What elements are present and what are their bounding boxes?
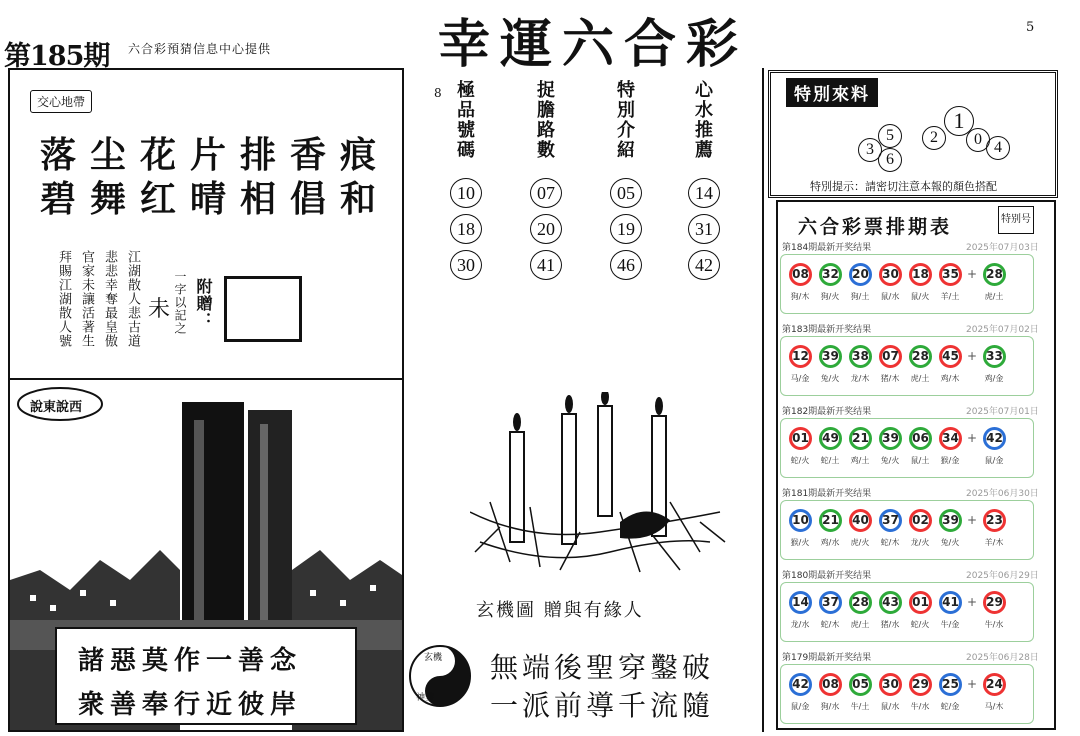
- zodiac-label: 鸡/水: [820, 538, 840, 547]
- note-text: 一字以記之: [173, 270, 187, 335]
- lottery-ball: 39: [879, 427, 902, 450]
- special-ball: 3: [858, 138, 882, 162]
- zodiac-label: 蛇/木: [820, 620, 840, 629]
- zodiac-label: 狗/水: [820, 702, 840, 711]
- zodiac-label: 牛/土: [850, 702, 870, 711]
- column-heading: 捉膽路數: [534, 80, 555, 160]
- zodiac-label: 猪/木: [880, 374, 900, 383]
- pick-number: 05: [610, 178, 642, 208]
- special-ball: 6: [878, 148, 902, 172]
- lottery-ball: 25: [939, 673, 962, 696]
- zodiac-label: 虎/土: [910, 374, 930, 383]
- issue-number: 第185期: [4, 41, 110, 72]
- gift-box: [224, 276, 302, 342]
- schedule-title: 六合彩票排期表: [798, 216, 953, 238]
- zodiac-label: 猴/金: [940, 456, 960, 465]
- result-date: 2025年06月30日: [966, 489, 1039, 499]
- lottery-ball: 45: [939, 345, 962, 368]
- lottery-ball: 06: [909, 427, 932, 450]
- zodiac-label: 龙/水: [790, 620, 810, 629]
- result-heading: 第179期最新开奖结果: [782, 653, 872, 663]
- zodiac-label: 狗/火: [820, 292, 840, 301]
- zodiac-label: 鸡/金: [984, 374, 1004, 383]
- verse-column: 拜賜江湖散人號: [56, 250, 71, 348]
- result-date: 2025年06月28日: [966, 653, 1039, 663]
- provider-line: 六合彩預猜信息中心提供: [128, 42, 272, 56]
- result-card: [780, 500, 1034, 560]
- zodiac-label: 鼠/土: [910, 456, 930, 465]
- lottery-ball: 30: [879, 263, 902, 286]
- zodiac-label: 虎/土: [984, 292, 1004, 301]
- lottery-ball: 42: [983, 427, 1006, 450]
- special-tip: 特別提示：請密切注意本報的顏色搭配: [810, 180, 997, 193]
- lottery-ball: 02: [909, 509, 932, 532]
- verse-column: 悲悲幸奪最皇傲: [102, 250, 117, 348]
- lottery-ball: 39: [939, 509, 962, 532]
- zodiac-label: 羊/土: [940, 292, 960, 301]
- plus-sign: +: [967, 677, 978, 691]
- pick-number: 14: [688, 178, 720, 208]
- lottery-ball: 08: [819, 673, 842, 696]
- plus-sign: +: [967, 349, 978, 363]
- lottery-ball: 28: [983, 263, 1006, 286]
- lead-mark: 8: [434, 86, 442, 100]
- verse-columns: [56, 250, 140, 348]
- poem-line-2: 碧舞红晴相倡和: [40, 178, 391, 220]
- zodiac-label: 虎/火: [850, 538, 870, 547]
- zodiac-label: 马/木: [984, 702, 1004, 711]
- special-ball: 2: [922, 126, 946, 150]
- column-heading: 極品號碼: [454, 80, 475, 160]
- zodiac-label: 鸡/土: [850, 456, 870, 465]
- zodiac-label: 兔/火: [940, 538, 960, 547]
- logo-bottom-text: 神鑒: [416, 693, 435, 703]
- zodiac-label: 狗/土: [850, 292, 870, 301]
- lottery-ball: 42: [789, 673, 812, 696]
- heart-zone-tag: 交心地帶: [30, 90, 92, 113]
- lottery-ball: 10: [789, 509, 812, 532]
- special-title: 特別來料: [786, 78, 878, 107]
- main-title: 幸運六合彩: [438, 14, 749, 75]
- zodiac-label: 蛇/火: [910, 620, 930, 629]
- result-card: [780, 336, 1034, 396]
- lottery-ball: 28: [909, 345, 932, 368]
- zodiac-label: 蛇/金: [940, 702, 960, 711]
- lottery-ball: 24: [983, 673, 1006, 696]
- lottery-ball: 49: [819, 427, 842, 450]
- lottery-ball: 14: [789, 591, 812, 614]
- lottery-ball: 43: [879, 591, 902, 614]
- pick-number: 46: [610, 250, 642, 280]
- lottery-ball: 01: [909, 591, 932, 614]
- logo-top-text: 玄機: [424, 653, 443, 663]
- special-ball: 0: [966, 128, 990, 152]
- lottery-ball: 34: [939, 427, 962, 450]
- verse-column: 江湖散人悲古道: [125, 250, 140, 348]
- plus-sign: +: [967, 267, 978, 281]
- pick-number: 19: [610, 214, 642, 244]
- riddle-caption: 玄機圖 贈與有緣人: [476, 600, 644, 621]
- zodiac-label: 虎/土: [850, 620, 870, 629]
- lottery-ball: 23: [983, 509, 1006, 532]
- lottery-ball: 07: [879, 345, 902, 368]
- column-heading: 心水推薦: [692, 80, 713, 160]
- zodiac-label: 鼠/水: [880, 702, 900, 711]
- zodiac-label: 蛇/木: [880, 538, 900, 547]
- verse-line-1: 無端後聖穿鑿破: [490, 651, 715, 684]
- pick-number: 41: [530, 250, 562, 280]
- result-heading: 第182期最新开奖结果: [782, 407, 872, 417]
- zodiac-label: 牛/水: [984, 620, 1004, 629]
- verse-line-2: 一派前導千流隨: [490, 689, 715, 722]
- special-ball: 4: [986, 136, 1010, 160]
- pick-number: 07: [530, 178, 562, 208]
- result-date: 2025年07月02日: [966, 325, 1039, 335]
- zodiac-label: 鼠/水: [880, 292, 900, 301]
- pick-number: 30: [450, 250, 482, 280]
- city-photo: [10, 380, 402, 730]
- slogan-line-2: 衆善奉行近彼岸: [78, 690, 303, 720]
- special-ball: 1: [944, 106, 974, 136]
- gift-char: 未: [148, 297, 171, 322]
- candles-illustration: [470, 392, 730, 582]
- slogan-line-1: 諸惡莫作一善念: [78, 646, 303, 676]
- lottery-ball: 21: [819, 509, 842, 532]
- result-date: 2025年07月03日: [966, 243, 1039, 253]
- poem-line-1: 落尘花片排香痕: [40, 134, 391, 176]
- lottery-ball: 41: [939, 591, 962, 614]
- lottery-ball: 38: [849, 345, 872, 368]
- result-heading: 第180期最新开奖结果: [782, 571, 872, 581]
- zodiac-label: 蛇/土: [820, 456, 840, 465]
- pick-number: 31: [688, 214, 720, 244]
- lottery-ball: 35: [939, 263, 962, 286]
- zodiac-label: 猴/火: [790, 538, 810, 547]
- lottery-ball: 33: [983, 345, 1006, 368]
- result-heading: 第181期最新开奖结果: [782, 489, 872, 499]
- pick-number: 10: [450, 178, 482, 208]
- zodiac-label: 鸡/木: [940, 374, 960, 383]
- zodiac-label: 兔/火: [880, 456, 900, 465]
- zodiac-label: 猪/水: [880, 620, 900, 629]
- pick-number: 20: [530, 214, 562, 244]
- talk-tag: 說東說西: [30, 400, 83, 415]
- zodiac-label: 龙/火: [910, 538, 930, 547]
- pick-number: 42: [688, 250, 720, 280]
- zodiac-label: 龙/木: [850, 374, 870, 383]
- pick-number: 18: [450, 214, 482, 244]
- lottery-ball: 37: [879, 509, 902, 532]
- result-card: [780, 582, 1034, 642]
- lottery-ball: 37: [819, 591, 842, 614]
- result-date: 2025年07月01日: [966, 407, 1039, 417]
- zodiac-label: 鼠/金: [790, 702, 810, 711]
- lottery-ball: 18: [909, 263, 932, 286]
- special-ball: 5: [878, 124, 902, 148]
- zodiac-label: 狗/木: [790, 292, 810, 301]
- lottery-ball: 21: [849, 427, 872, 450]
- plus-sign: +: [967, 513, 978, 527]
- lottery-ball: 30: [879, 673, 902, 696]
- result-card: [780, 418, 1034, 478]
- special-number-badge: 特别号: [998, 206, 1034, 234]
- result-heading: 第184期最新开奖结果: [782, 243, 872, 253]
- lottery-ball: 29: [983, 591, 1006, 614]
- lottery-ball: 01: [789, 427, 812, 450]
- lottery-ball: 40: [849, 509, 872, 532]
- lottery-ball: 28: [849, 591, 872, 614]
- zodiac-label: 羊/木: [984, 538, 1004, 547]
- plus-sign: +: [967, 431, 978, 445]
- lottery-ball: 29: [909, 673, 932, 696]
- zodiac-label: 鼠/金: [984, 456, 1004, 465]
- lottery-ball: 32: [819, 263, 842, 286]
- lottery-ball: 39: [819, 345, 842, 368]
- zodiac-label: 鼠/火: [910, 292, 930, 301]
- zodiac-label: 牛/金: [940, 620, 960, 629]
- plus-sign: +: [967, 595, 978, 609]
- lottery-ball: 08: [789, 263, 812, 286]
- result-card: [780, 254, 1034, 314]
- zodiac-label: 蛇/火: [790, 456, 810, 465]
- column-heading: 特別介紹: [614, 80, 635, 160]
- verse-column: 官家未讓活著生: [79, 250, 94, 348]
- lottery-ball: 12: [789, 345, 812, 368]
- lottery-ball: 05: [849, 673, 872, 696]
- gift-label: 附贈：: [194, 278, 213, 329]
- page-number: 5: [1026, 20, 1035, 35]
- lottery-ball: 20: [849, 263, 872, 286]
- zodiac-label: 兔/火: [820, 374, 840, 383]
- result-card: [780, 664, 1034, 724]
- result-heading: 第183期最新开奖结果: [782, 325, 872, 335]
- zodiac-label: 牛/水: [910, 702, 930, 711]
- zodiac-label: 马/金: [790, 374, 810, 383]
- result-date: 2025年06月29日: [966, 571, 1039, 581]
